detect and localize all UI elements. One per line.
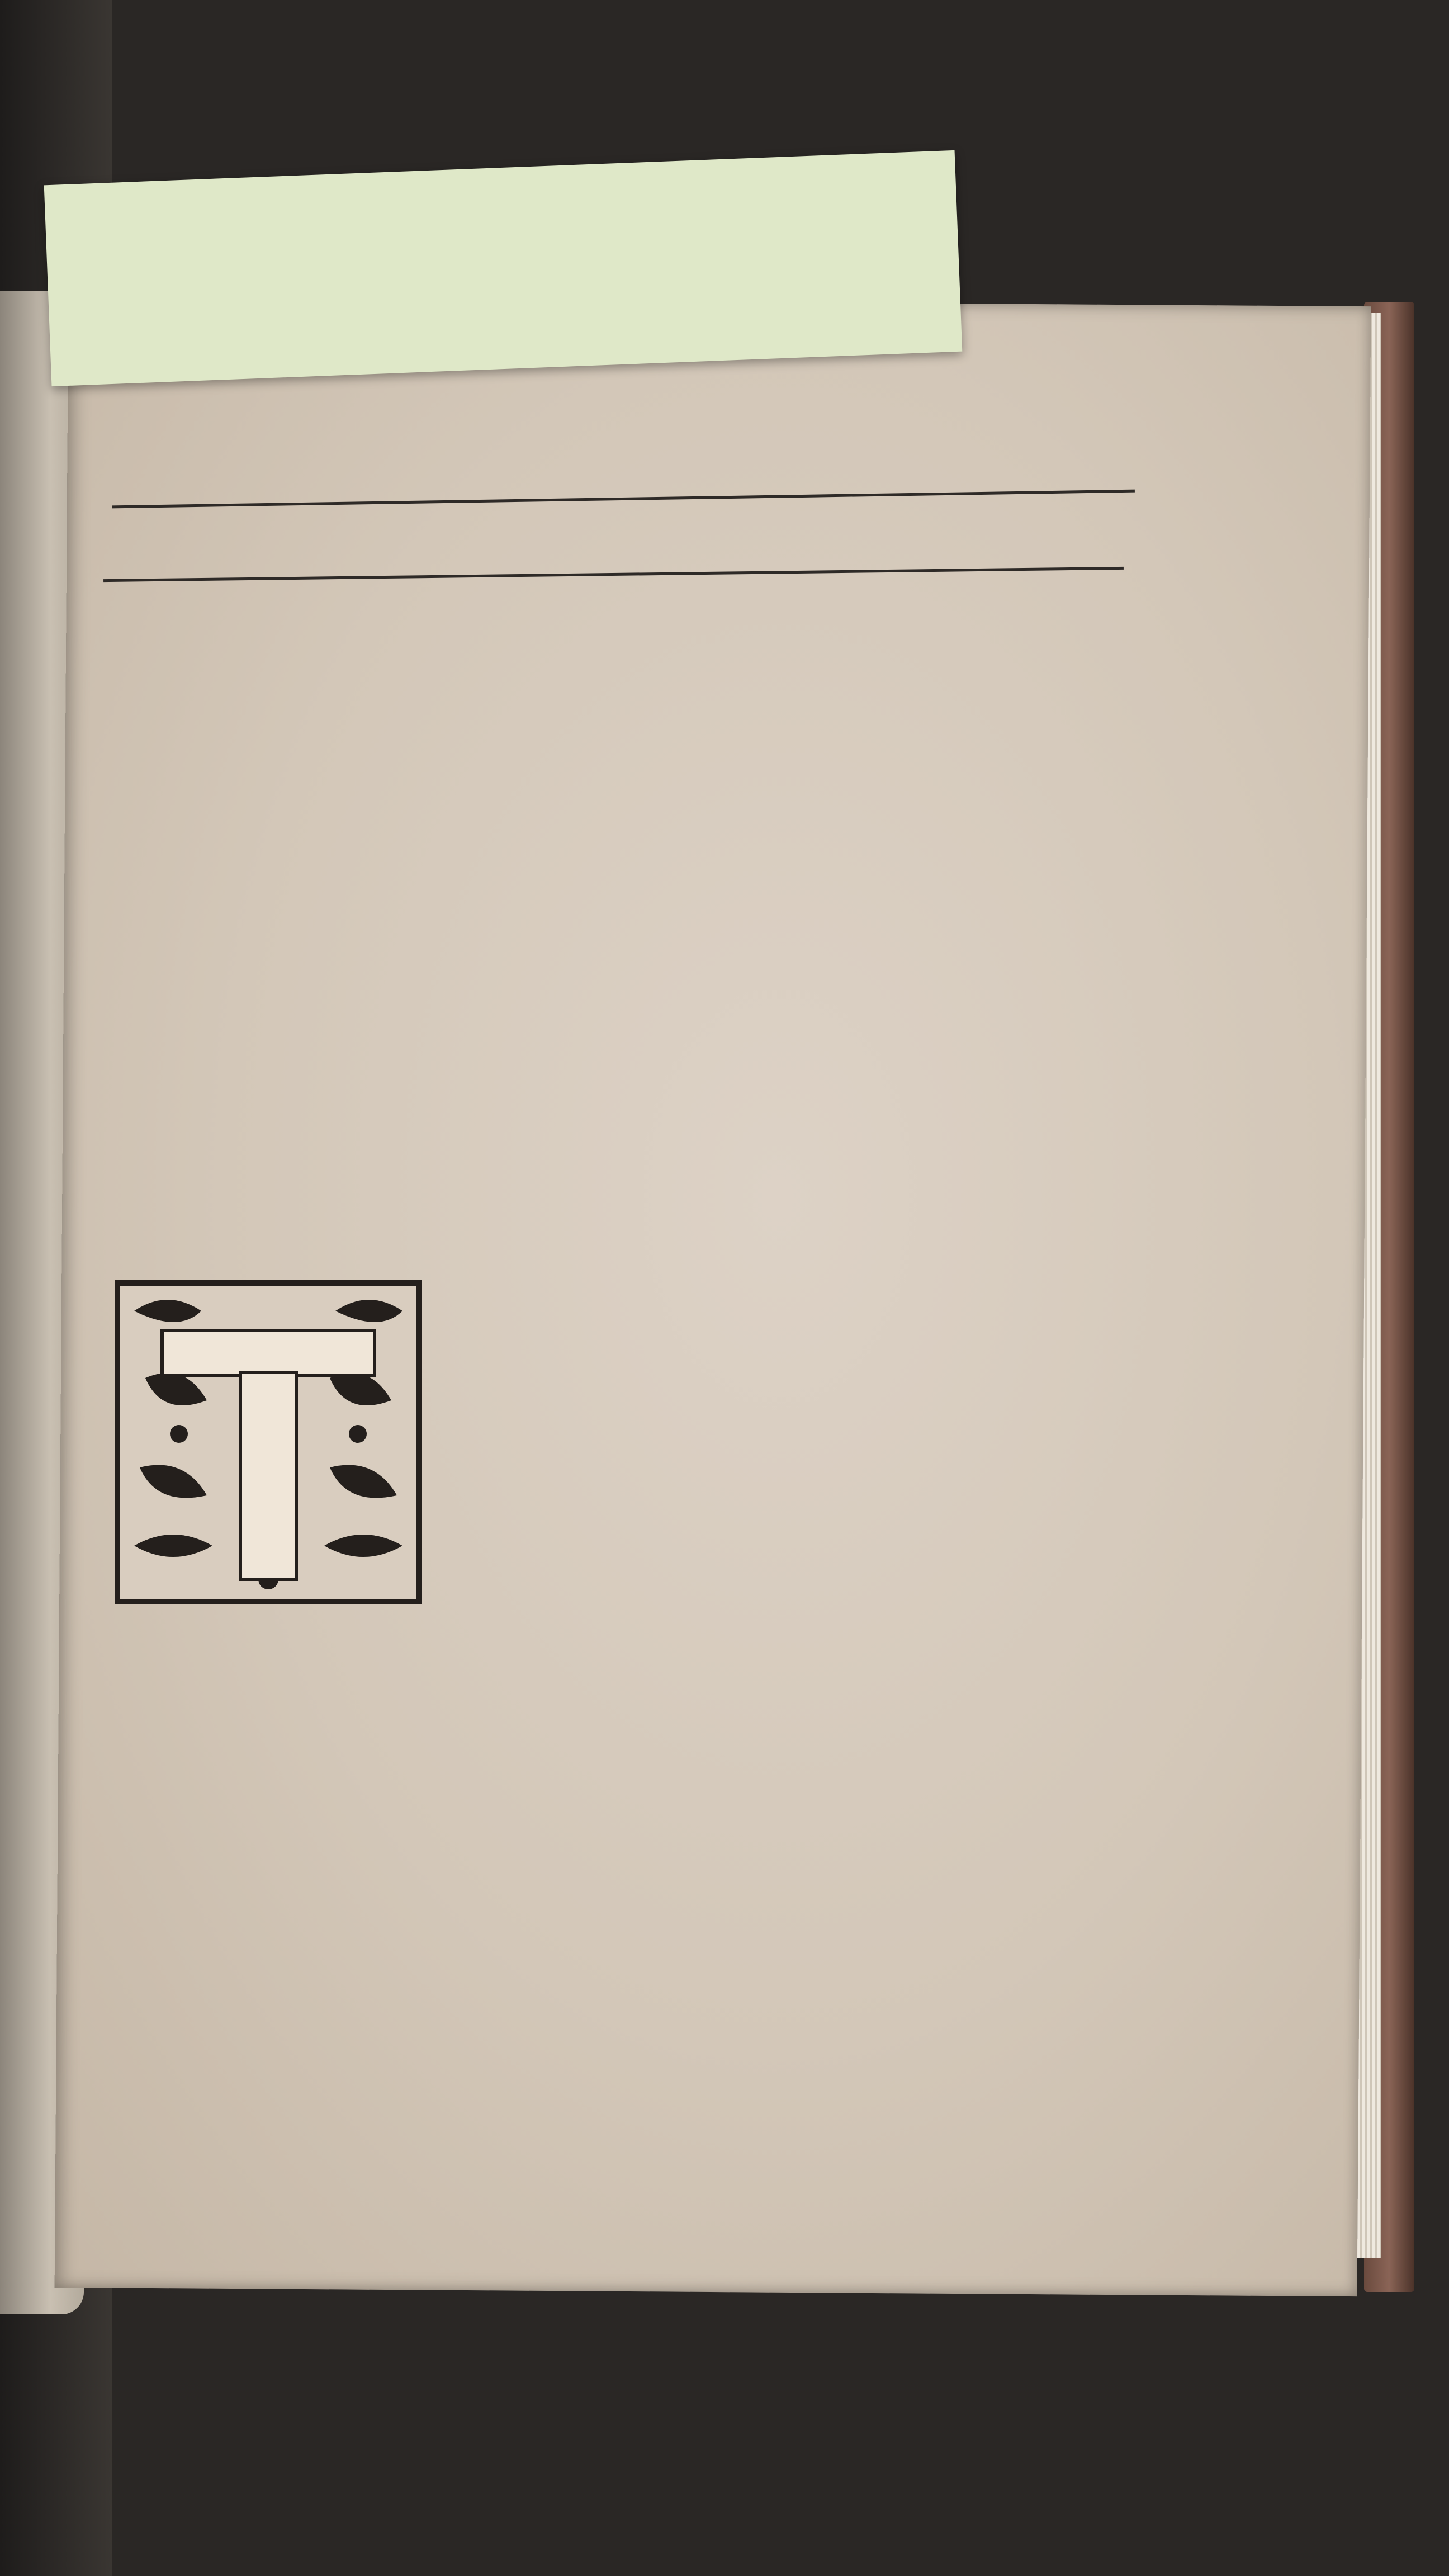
ornament-band-top [109,609,959,655]
ornament-band-bottom [109,671,959,717]
decorated-initial-t [112,1277,425,1607]
library-slip [44,150,963,386]
